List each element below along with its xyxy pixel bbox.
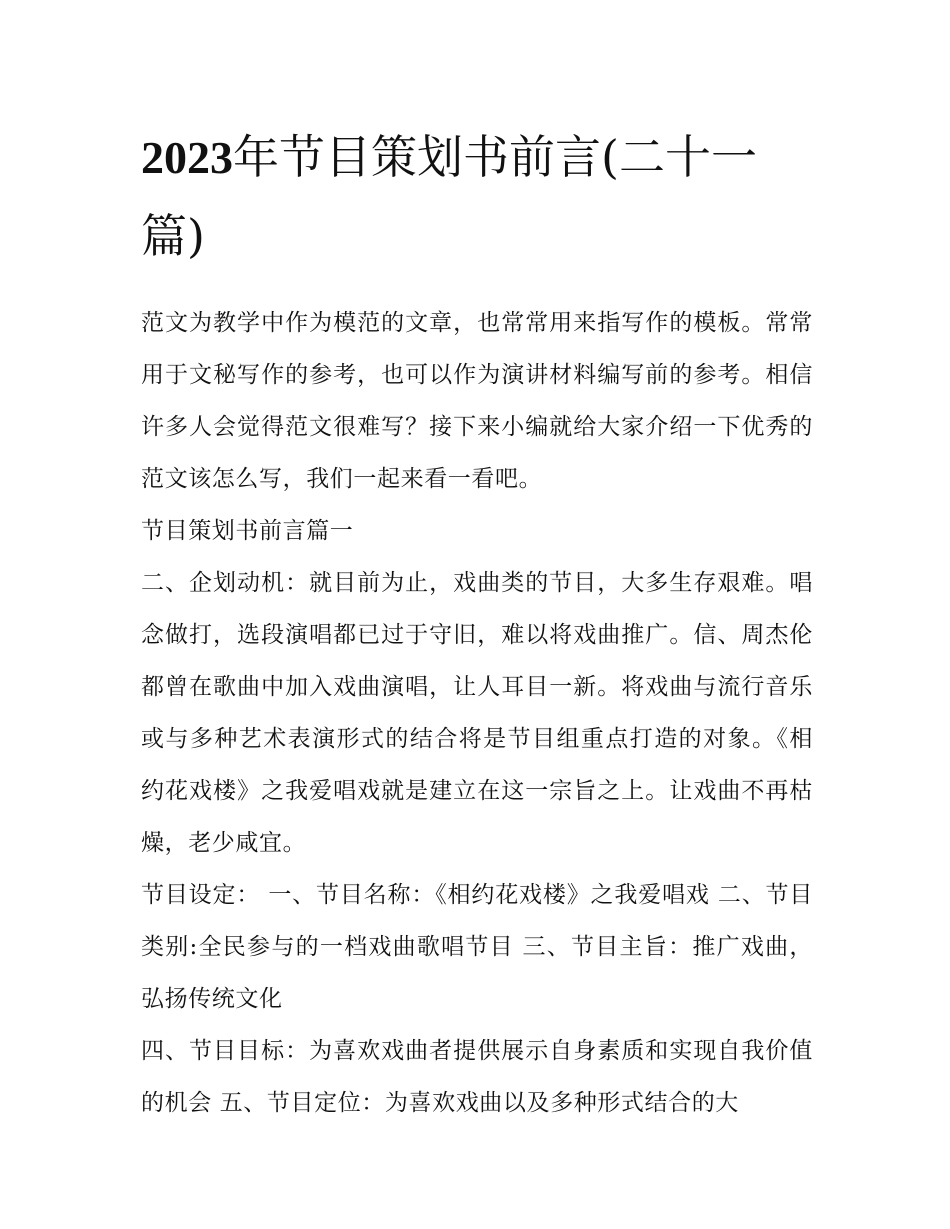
paragraph-program-settings: 节目设定： 一、节目名称：《相约花戏楼》之我爱唱戏 二、节目类别:全民参与的一档戏曲歌唱节目 三、节目主旨：推广戏曲，弘扬传统文化: [141, 882, 813, 1012]
paragraph-intro: 范文为教学中作为模范的文章，也常常用来指写作的模板。常常用于文秘写作的参考，也可以作为演讲材料编写前的参考。相信许多人会觉得范文很难写？接下来小编就给大家介绍一下优秀的范文该怎么写，我们一起来看一看吧。: [141, 310, 813, 492]
title-year: 2023: [141, 132, 233, 183]
document-content: [141, 118, 813, 1129]
document-body: [141, 297, 813, 1129]
title-text: 年节目策划书前言(二十一篇): [141, 130, 757, 263]
paragraph-program-goals: 四、节目目标：为喜欢戏曲者提供展示自身素质和实现自我价值的机会 五、节目定位：为喜欢戏曲以及多种形式结合的大: [141, 1038, 813, 1116]
section-heading: 节目策划书前言篇一: [141, 518, 354, 544]
document-title: [141, 118, 813, 275]
paragraph-motivation: 二、企划动机：就目前为止，戏曲类的节目，大多生存艰难。唱念做打，选段演唱都已过于守旧，难以将戏曲推广。信、周杰伦都曾在歌曲中加入戏曲演唱，让人耳目一新。将戏曲与流行音乐或与多种艺术表演形式的结合将是节目组重点打造的对象。《相约花戏楼》之我爱唱戏就是建立在这一宗旨之上。让戏曲不再枯燥，老少咸宜。: [141, 570, 813, 856]
